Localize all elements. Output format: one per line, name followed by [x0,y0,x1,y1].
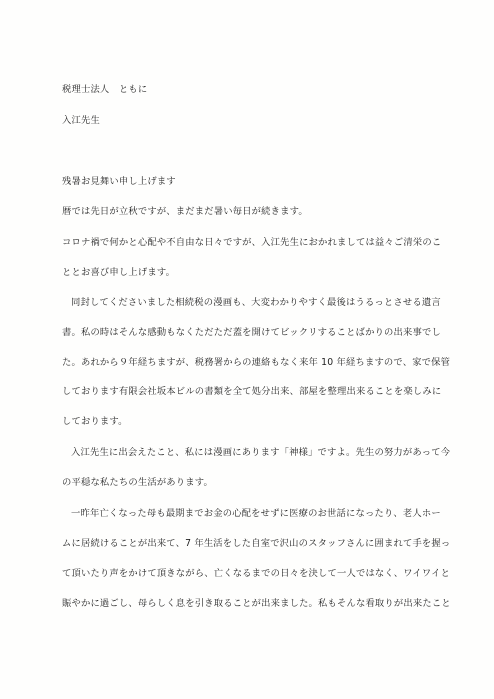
body-line: しております。 [62,416,128,427]
body-line: 一昨年亡くなった母も最期までお金の心配をせずに医療のお世話になったり、老人ホー [71,508,441,519]
addressee: 入江先生 [62,115,100,126]
body-line: 書。私の時はそんな感動もなくただただ蓋を開けてビックリすることばかりの出来事でし [62,327,441,338]
body-line: コロナ禍で何かと心配や不自由な日々ですが、入江先生におかれましては益々ご清栄のこ [62,237,442,248]
body-line: 入江先生に出会えたこと、私には漫画にあります「神様」ですよ。先生の努力があって今 [71,447,451,458]
body-line: ムに居続けることが出来て、7 年生活をした自室で沢山のスタッフさんに囲まれて手を握っ [62,538,451,549]
body-line: た。あれから９年経ちますが、税務署からの連絡もなく来年 10 年経ちますので、家で保管 [62,357,451,368]
greeting-heading: 残暑お見舞い申し上げます [62,176,176,187]
body-line: 暦では先日が立秋ですが、まだまだ暑い毎日が続きます。 [62,206,308,217]
body-line: 同封してくださいました相続税の漫画も、大変わかりやすく最後はうるっとさせる遺言 [71,297,441,308]
body-line: て頂いたり声をかけて頂きながら、亡くなるまでの日々を決して一人ではなく、ワイワイと [62,568,451,579]
body-line: 賑やかに過ごし、母らしく息を引き取ることが出来ました。私もそんな看取りが出来たこと [62,598,451,609]
body-line: ととお喜び申し上げます。 [62,267,176,278]
body-line: の平穏な私たちの生活があります。 [62,477,213,488]
sender-firm: 税理士法人 ともに [62,84,148,95]
body-line: しております有限会社坂本ビルの書類を全て処分出来、部屋を整理出来ることを楽しみに [62,386,442,397]
